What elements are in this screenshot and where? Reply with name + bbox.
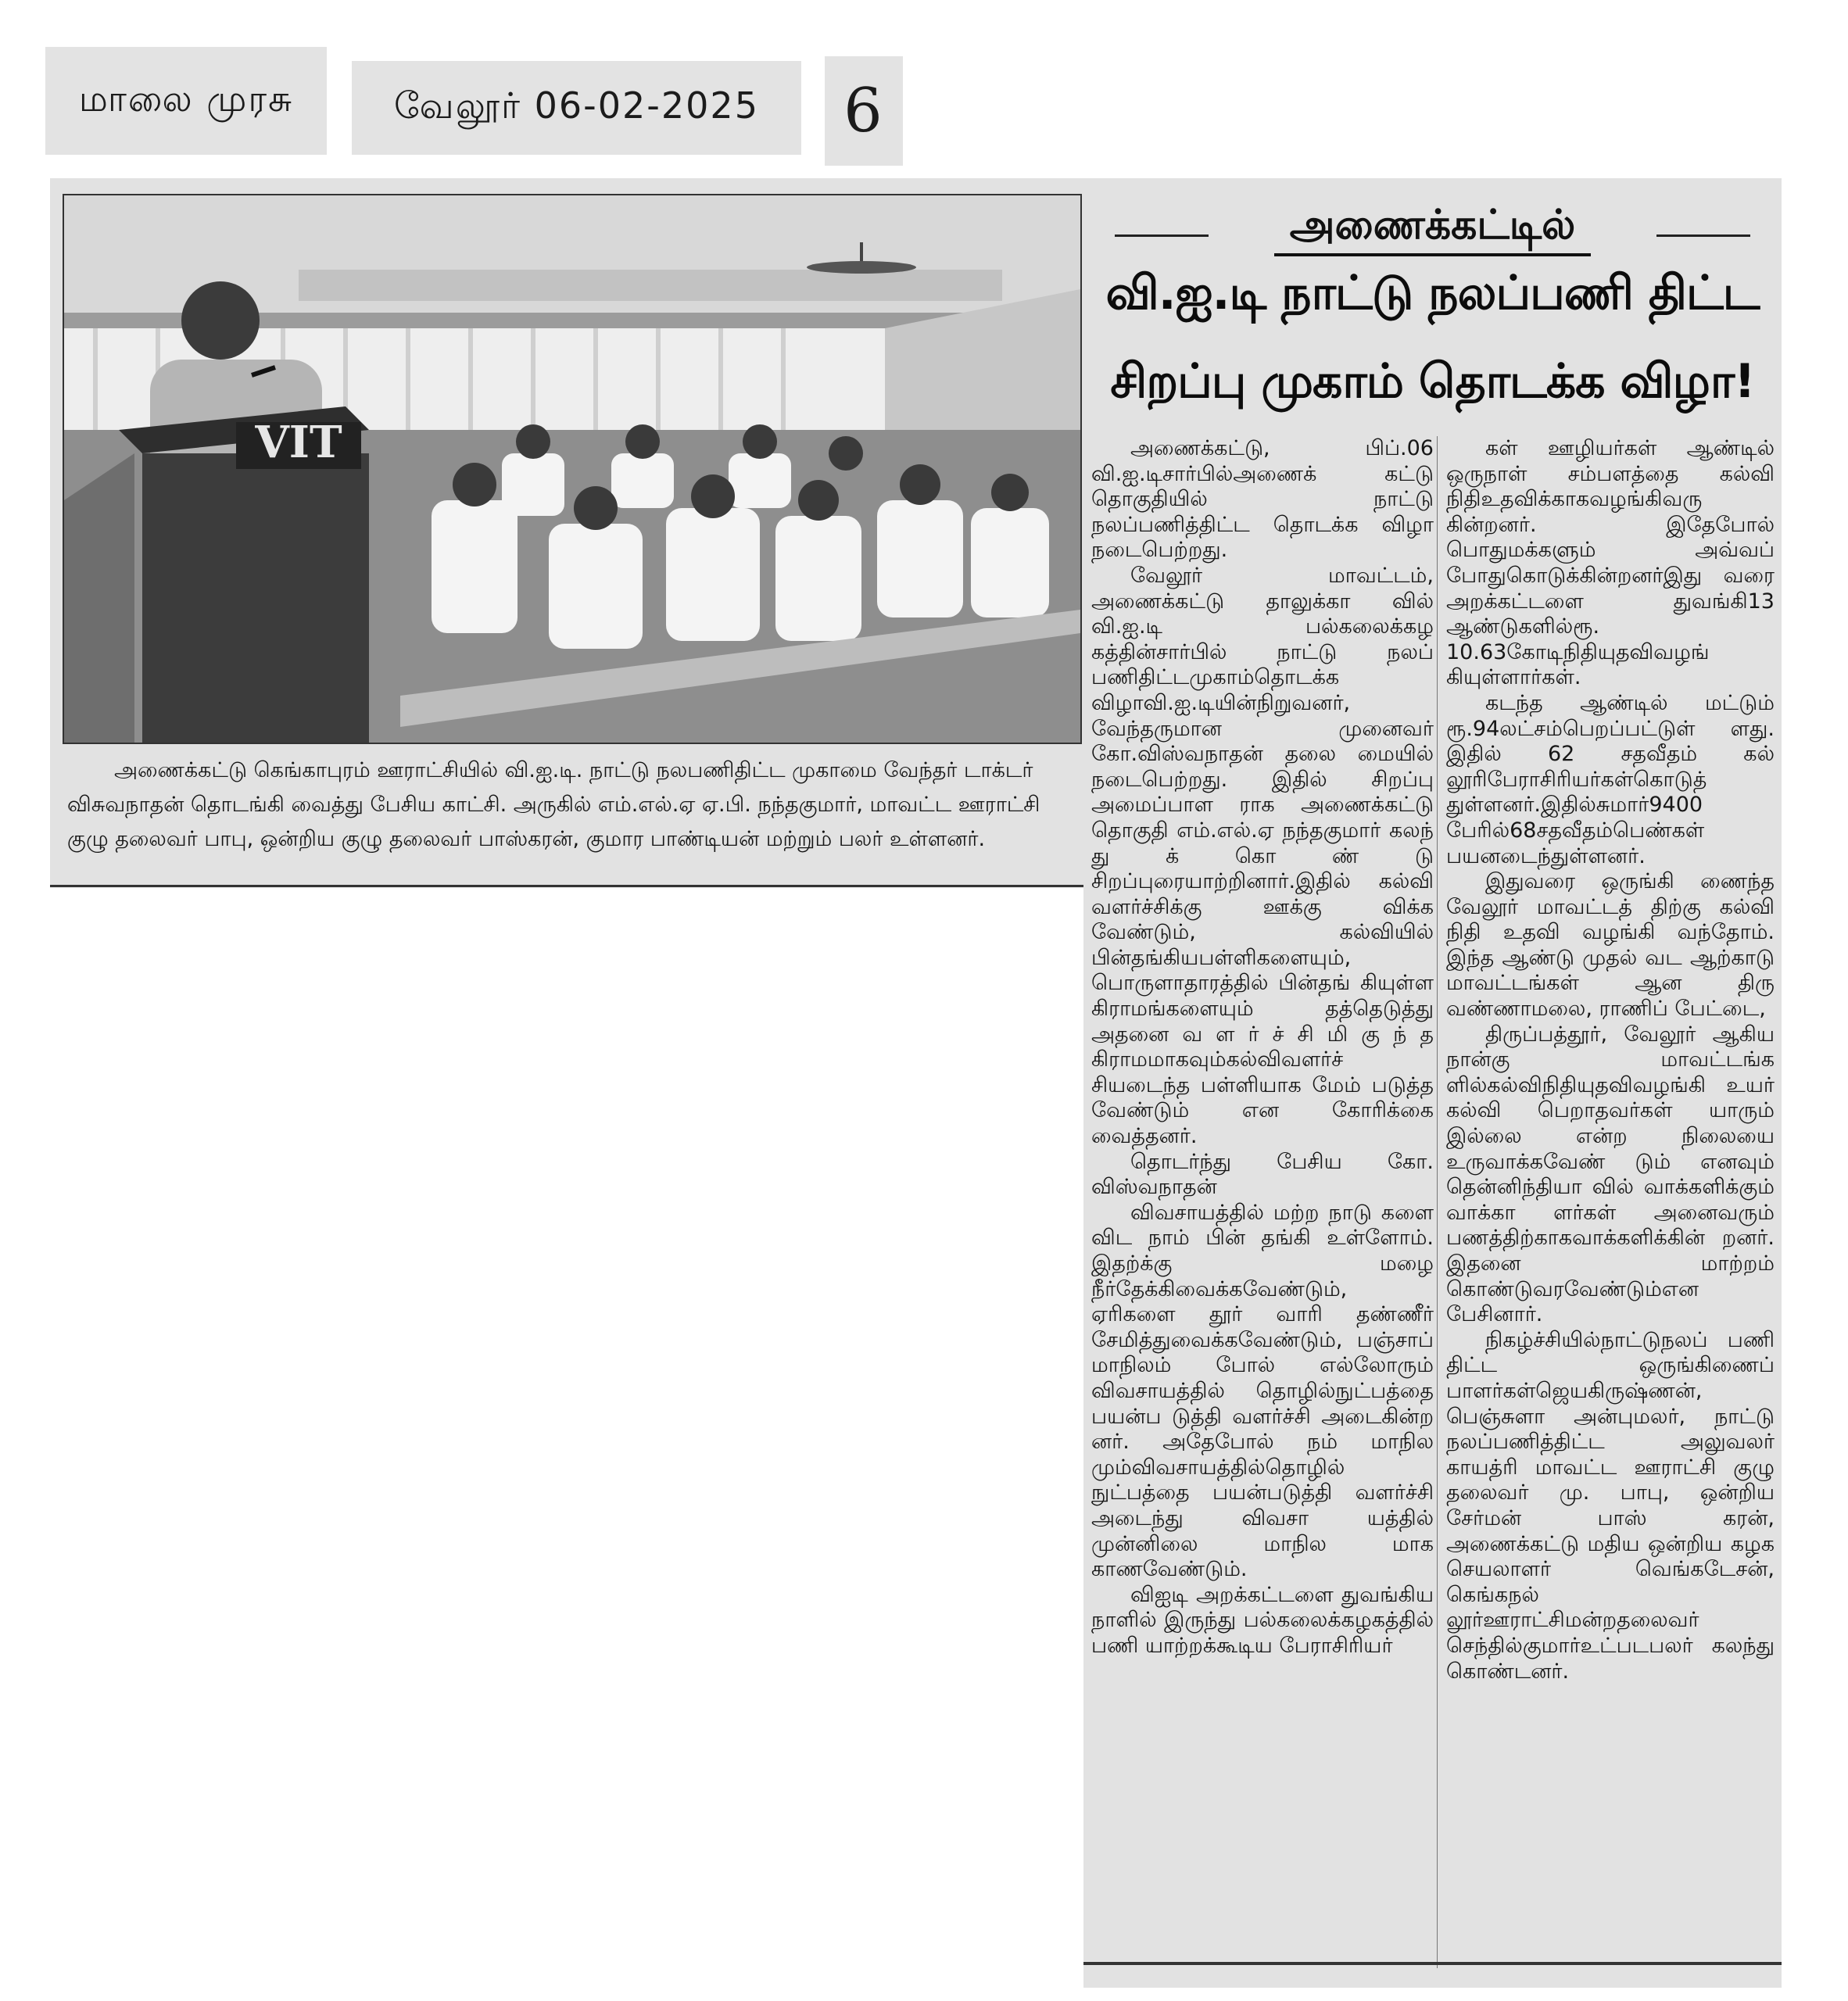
article-column-1 [1091,436,1434,1659]
column-divider [1437,436,1438,1968]
paragraph: தொடர்ந்து பேசிய கோ. விஸ்வநாதன் [1091,1149,1434,1200]
podium-text: VIT [255,417,342,468]
article-bottom-rule [1083,1962,1782,1965]
dateline: வேலூர் 06-02-2025 [394,84,759,127]
dateline-label [352,61,801,155]
headline-line-2: சிறப்பு முகாம் தொடக்க விழா! [1110,354,1755,409]
photo-caption: அணைக்கட்டு கெங்காபுரம் ஊராட்சியில் வி.ஐ.டி. நாட்டு நலபணிதிட்ட முகாமை வேந்தர் டாக்டர் விசுவநாதன் தொடங்கி வைத்து பேசிய காட்சி. அருகில் எம்.எல்.ஏ ஏ.பி. நந்தகுமார், மாவட்ட ஊராட்சி குழு தலைவர் பாபு, ஒன்றிய குழு தலைவர் பாஸ்கரன், குமார பாண்டியன் மற்றும் பலர் உள்ளனர். [67,758,1040,851]
blank-space [50,888,1083,1988]
event-photo [63,194,1082,744]
paragraph: இதுவரை ஒருங்கி ணைந்த வேலூர் மாவட்டத் திற்கு கல்வி நிதி உதவி வழங்கி வந்தோம். இந்த ஆண்டு முதல் வட ஆற்காடு மாவட்டங்கள் ஆன திரு வண்ணாமலை, ராணிப் பேட்டை, [1446,869,1775,1022]
paragraph: விவசாயத்தில் மற்ற நாடு களை விட நாம் பின் தங்கி உள்ளோம். இதற்க்கு மழை நீர்தேக்கிவைக்கவேண்டும், ஏரிகளை தூர் வாரி தண்ணீர் சேமித்துவைக்கவேண்டும், பஞ்சாப் மாநிலம் போல் எல்லோரும் விவசாயத்தில் தொழில்நுட்பத்தை பயன்ப டுத்தி வளர்ச்சி அடைகின்ற னர். அதேபோல் நம் மாநில மும்விவசாயத்தில்தொழில் நுட்பத்தை பயன்படுத்தி வளர்ச்சி அடைந்து விவசா யத்தில் முன்னிலை மாநில மாக காணவேண்டும். [1091,1200,1434,1582]
news-clipping [50,178,1782,1988]
article-column-2 [1446,436,1775,1684]
paragraph: நிகழ்ச்சியில்நாட்டுநலப் பணி திட்ட ஒருங்கிணைப் பாளர்கள்ஜெயகிருஷ்ணன், பெஞ்சுளா அன்புமலர், நாட்டு நலப்பணித்திட்ட அலுவலர் காயத்ரி மாவட்ட ஊராட்சி குழு தலைவர் மு. பாபு, ஒன்றிய சேர்மன் பாஸ் கரன், அணைக்கட்டு மதிய ஒன்றிய கழக செயலாளர் வெங்கடேசன், கெங்கநல் லூர்ஊராட்சிமன்றதலைவர் செந்தில்குமார்உட்படபலர் கலந்து கொண்டனர். [1446,1327,1775,1684]
newspaper-name: மாலை முரசு [78,77,294,120]
paragraph: கடந்த ஆண்டில் மட்டும் ரூ.94லட்சம்பெறப்பட்டுள் ளது. இதில் 62 சதவீதம் கல் லூரிபேராசிரியர்கள்கொடுத் துள்ளனர்.இதில்சுமார்9400 பேரில்68சதவீதம்பெண்கள் பயனடைந்துள்ளனர். [1446,690,1775,868]
article-kicker [1083,202,1782,254]
paragraph: திருப்பத்தூர், வேலூர் ஆகிய நான்கு மாவட்டங்க ளில்கல்விநிதியுதவிவழங்கி உயர் கல்வி பெறாதவர்கள் யாரும் இல்லை என்ற நிலையை உருவாக்கவேண் டும் எனவும் தென்னிந்தியா வில் வாக்களிக்கும் வாக்கா ளர்கள் அனைவரும் பணத்திற்காகவாக்களிக்கின் றனர். இதனை மாற்றம் கொண்டுவரவேண்டும்என பேசினார். [1446,1022,1775,1327]
paragraph: அணைக்கட்டு, பிப்.06 வி.ஐ.டிசார்பில்அணைக் கட்டு தொகுதியில் நாட்டு நலப்பணித்திட்ட தொடக்க விழா நடைபெற்றது. [1091,436,1434,563]
newspaper-name-label [45,47,327,155]
paragraph: வேலூர் மாவட்டம், அணைக்கட்டு தாலுக்கா வில் வி.ஐ.டி பல்கலைக்கழ கத்தின்சார்பில் நாட்டு நலப் பணிதிட்டமுகாம்தொடக்க விழாவி.ஐ.டியின்நிறுவனர், வேந்தருமான முனைவர் கோ.விஸ்வநாதன் தலை மையில் நடைபெற்றது. இதில் சிறப்பு அமைப்பாள ராக அணைக்கட்டு தொகுதி எம்.எல்.ஏ நந்தகுமார் கலந் து க் கொ ண் டு சிறப்புரையாற்றினார்.இதில் கல்வி வளர்ச்சிக்கு ஊக்கு விக்க வேண்டும், கல்வியில் பின்தங்கியபள்ளிகளையும், பொருளாதாரத்தில் பின்தங் கியுள்ள கிராமங்களையும் தத்தெடுத்து அதனை வ ள ர் ச் சி மி கு ந் த கிராமமாகவும்கல்விவளர்ச் சியடைந்த பள்ளியாக மேம் படுத்த வேண்டும் என கோரிக்கை வைத்தனர். [1091,563,1434,1149]
event-photo-illustration [64,195,1080,743]
photo-block [50,178,1083,888]
paragraph: விஐடி அறக்கட்டளை துவங்கிய நாளில் இருந்து பல்கலைக்கழகத்தில் பணி யாற்றக்கூடிய பேராசிரியர் [1091,1582,1434,1658]
photo-block-bottom-rule [50,885,1083,887]
headline-line-1: வி.ஐ.டி நாட்டு நலப்பணி திட்ட [1105,266,1760,320]
paragraph: கள் ஊழியர்கள் ஆண்டில் ஒருநாள் சம்பளத்தை கல்வி நிதிஉதவிக்காகவழங்கிவரு கின்றனர். இதேபோல் பொதுமக்களும் அவ்வப் போதுகொடுக்கின்றனர்இது வரை அறக்கட்டளை துவங்கி13 ஆண்டுகளில்ரூ. 10.63கோடிநிதியுதவிவழங் கியுள்ளார்கள். [1446,436,1775,690]
article [1083,178,1782,1988]
page-number: 6 [843,76,884,146]
page-number-label [825,56,903,166]
article-kicker-text: அணைக்கட்டில் [1274,202,1592,256]
